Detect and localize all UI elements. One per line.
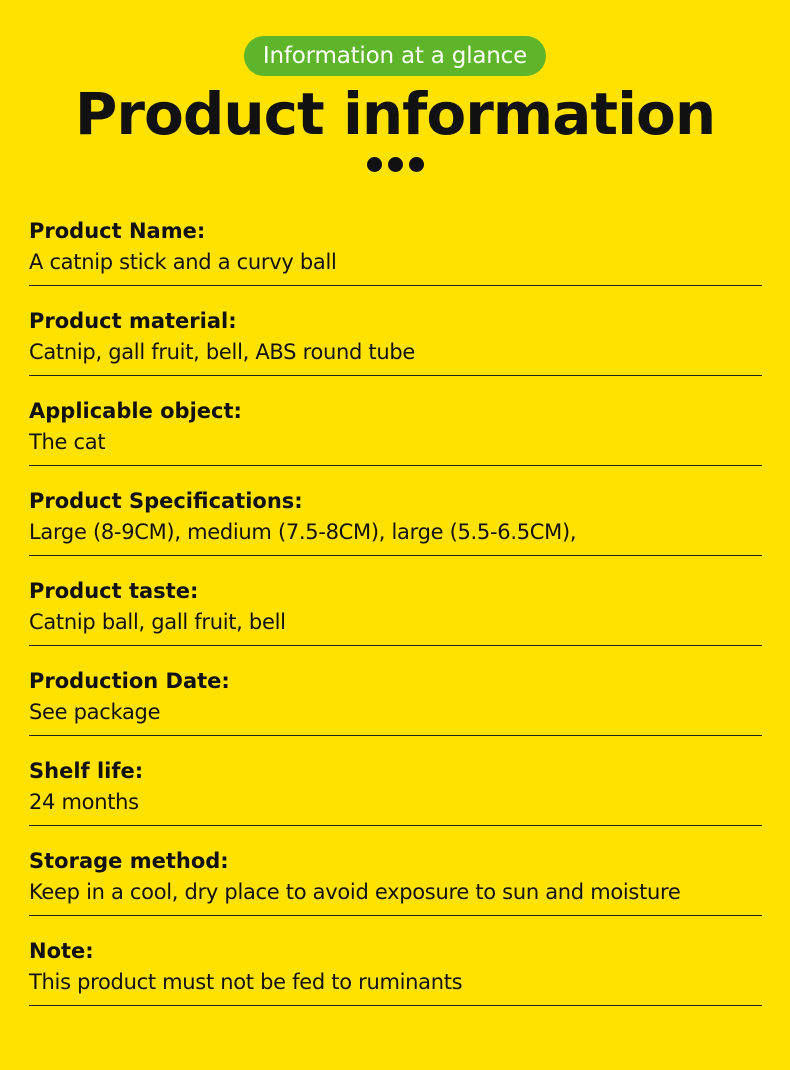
info-label: Shelf life: — [29, 759, 144, 783]
info-row-production-date — [29, 646, 762, 736]
info-label: Product Name: — [29, 219, 206, 243]
info-value: A catnip stick and a curvy ball — [29, 250, 337, 274]
info-value: 24 months — [29, 790, 139, 814]
info-value: Keep in a cool, dry place to avoid exposure to sun and moisture — [29, 880, 681, 904]
info-value: Catnip, gall fruit, bell, ABS round tube — [29, 340, 416, 364]
info-label: Storage method: — [29, 849, 229, 873]
info-label: Product taste: — [29, 579, 199, 603]
info-row-specifications — [29, 466, 762, 556]
info-label: Production Date: — [29, 669, 230, 693]
info-row-product-name — [29, 196, 762, 286]
info-label: Product Specifications: — [29, 489, 303, 513]
info-row-product-taste — [29, 556, 762, 646]
info-label: Applicable object: — [29, 399, 242, 423]
dot-icon — [367, 157, 382, 172]
info-row-storage-method — [29, 826, 762, 916]
page-title: Product information — [74, 80, 716, 148]
info-row-product-material — [29, 286, 762, 376]
dot-icon — [409, 157, 424, 172]
info-value: The cat — [29, 430, 106, 454]
decorative-dots — [0, 157, 790, 172]
dot-icon — [388, 157, 403, 172]
info-row-applicable-object — [29, 376, 762, 466]
info-label: Product material: — [29, 309, 237, 333]
info-label: Note: — [29, 939, 94, 963]
info-value: Catnip ball, gall fruit, bell — [29, 610, 286, 634]
info-row-note — [29, 916, 762, 1006]
info-badge: Information at a glance — [244, 36, 546, 76]
info-value: This product must not be fed to ruminants — [29, 970, 463, 994]
info-row-shelf-life — [29, 736, 762, 826]
info-value: Large (8-9CM), medium (7.5-8CM), large (5.5-6.5CM), — [29, 520, 577, 544]
product-info-list — [29, 196, 762, 1006]
info-value: See package — [29, 700, 161, 724]
